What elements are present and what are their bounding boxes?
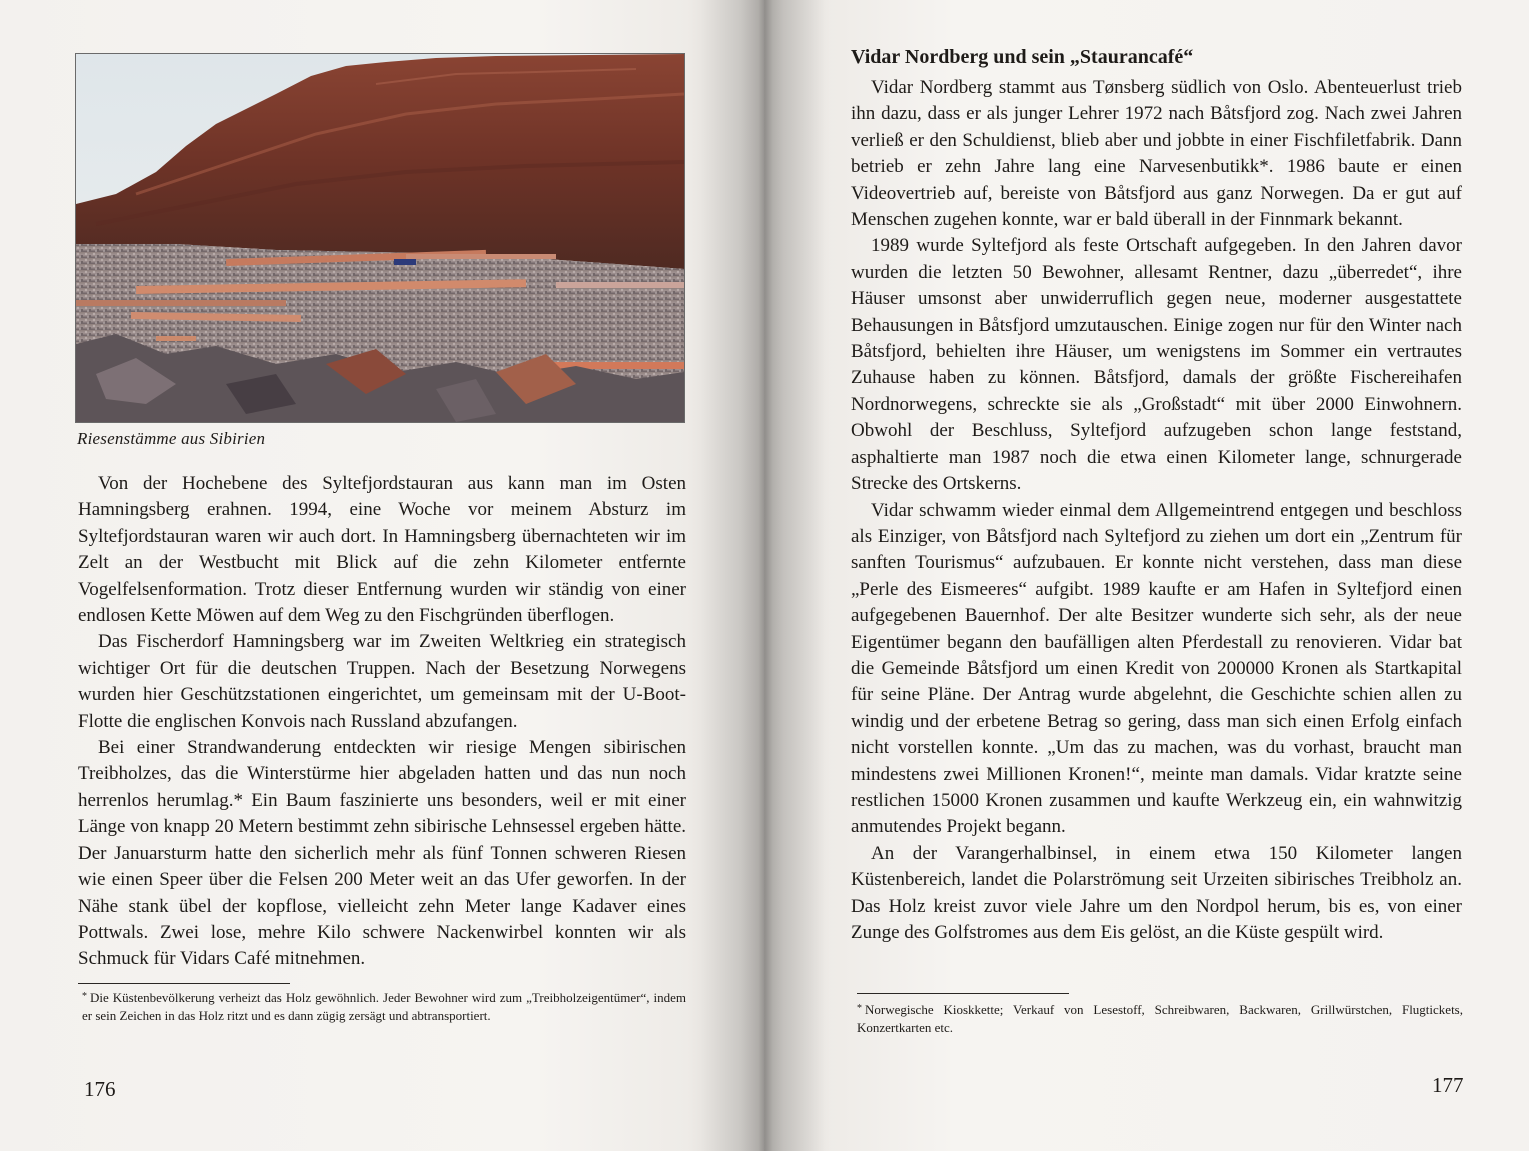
footnote-marker: * (82, 991, 87, 1002)
footnote-rule (857, 993, 1069, 994)
section-heading: Vidar Nordberg und sein „Staurancafé“ (851, 46, 1194, 68)
paragraph: An der Varangerhalbinsel, in einem etwa 150 Kilometer langen Küstenbereich, landet die Polarströmung seit Urzeiten sibirisches Treibholz an. Das Holz kreist zuvor viele Jahre um den Nordpol herum, bis es, von einer Zunge des Golfstromes aus dem Eis gelöst, an die Küste gespült wird. (851, 842, 1462, 943)
paragraph: Bei einer Strandwanderung entdeckten wir riesige Mengen sibirischen Treibholzes, das die Winterstürme hier abgeladen hatten und das nun noch herrenlos herumlag.* Ein Baum faszinierte uns besonders, weil er mit einer Länge von knapp 20 Metern bestimmt zehn sibirische Lehnsessel ergeben hätte. Der Januarsturm hatte den sicherlich mehr als fünf Tonnen schweren Riesen wie einen Speer über die Felsen 200 Meter weit an das Ufer geworfen. In der Nähe stank übel der kopflose, vielleicht zehn Meter lange Kadaver eines Pottwals. Zwei lose, mehre Kilo schwere Nackenwirbel konnten wir als Schmuck für Vidars Café mitnehmen. (78, 737, 686, 970)
right-body-text (851, 75, 1462, 946)
paragraph: Das Fischerdorf Hamningsberg war im Zweiten Weltkrieg ein strategisch wichtiger Ort für die deutschen Truppen. Nach der Besetzung Norwegens wurden hier Geschützstationen eingerichtet, um gemeinsam mit der U-Boot-Flotte die englischen Konvois nach Russland abzufangen. (78, 631, 686, 732)
paragraph: Von der Hochebene des Syltefjordstauran aus kann man im Osten Hamningsberg erahnen. 1994, eine Woche vor meinem Absturz im Syltefjordstauran waren wir auch dort. In Hamningsberg übernachteten wir im Zelt an der Westbucht mit Blick auf die zehn Kilometer entfernte Vogelfelsenformation. Trotz dieser Entfernung wurden wir ständig von einer endlosen Kette Möwen auf dem Weg zu den Fischgründen überflogen. (78, 473, 686, 627)
driftwood-photo (75, 53, 685, 423)
right-footnote (857, 1000, 1463, 1037)
footnote-text: Die Küstenbevölkerung verheizt das Holz gewöhnlich. Jeder Bewohner wird zum „Treibholzeigentümer“, indem er sein Zeichen in das Holz ritzt und es dann zügig zersägt und abtransportiert. (82, 990, 686, 1023)
footnote-text: Norwegische Kioskkette; Verkauf von Lesestoff, Schreibwaren, Backwaren, Grillwürstchen, Flugtickets, Konzertkarten etc. (857, 1002, 1463, 1035)
footnote-marker: * (857, 1003, 862, 1014)
page-number: 177 (1432, 1073, 1464, 1097)
footnote-rule (78, 983, 290, 984)
left-footnote (82, 988, 686, 1025)
page-number: 176 (84, 1077, 116, 1101)
left-body-text (78, 471, 686, 973)
paragraph: 1989 wurde Syltefjord als feste Ortschaft aufgegeben. In den Jahren davor wurden die letzten 50 Bewohner, allesamt Rentner, dazu „überredet“, ihre Häuser umsonst aber unwiderruflich gegen neue, moderner ausgestattete Behausungen in Båtsfjord umzutauschen. Einige zogen nur für den Winter nach Båtsfjord, behielten ihre Häuser, um wenigstens im Sommer ein vertrautes Zuhause haben zu können. Båtsfjord, damals der größte Fischereihafen Nordnorwegens, schreckte sie als „Großstadt“ mit über 2000 Einwohnern. Obwohl der Beschluss, Syltefjord aufzugeben schon lange feststand, asphaltierte man 1987 noch die etwa einen Kilometer lange, schnurgerade Strecke des Ortskerns. (851, 235, 1462, 495)
paragraph: Vidar Nordberg stammt aus Tønsberg südlich von Oslo. Abenteuerlust trieb ihn dazu, dass er als junger Lehrer 1972 nach Båtsfjord zog. Nach zwei Jahren verließ er den Schuldienst, blieb aber und jobbte in einer Fischfiletfabrik. Dann betrieb er zehn Jahre lang eine Narvesenbutikk*. 1986 baute er einen Videovertrieb auf, bereiste von Båtsfjord aus ganz Norwegen. Da er gut auf Menschen zugehen konnte, war er bald überall in der Finnmark bekannt. (851, 77, 1462, 231)
left-page (0, 0, 764, 1151)
paragraph: Vidar schwamm wieder einmal dem Allgemeintrend entgegen und beschloss als Einziger, von Båtsfjord nach Syltefjord zu ziehen um dort ein „Zentrum für sanften Tourismus“ aufzubauen. Er konnte nicht verstehen, dass man diese „Perle des Eismeeres“ aufgibt. 1989 kaufte er am Hafen in Syltefjord einen aufgegebenen Bauernhof. Der alte Besitzer wunderte sich sehr, als der neue Eigentümer begann den baufälligen alten Pferdestall zu renovieren. Vidar bat die Gemeinde Båtsfjord um einen Kredit von 200000 Kronen als Startkapital für seine Pläne. Der Antrag wurde abgelehnt, die Geschichte schien allen zu windig und der erbetene Betrag so gering, dass man sich einen Erfolg einfach nicht vorstellen konnte. „Um das zu machen, was du vorhast, braucht man mindestens zwei Millionen Kronen!“, meinte man damals. Vidar kratzte seine restlichen 15000 Kronen zusammen und kaufte Werkzeug ein, ein wahnwitzig anmutendes Projekt begann. (851, 499, 1462, 838)
photo-caption: Riesenstämme aus Sibirien (77, 429, 266, 448)
